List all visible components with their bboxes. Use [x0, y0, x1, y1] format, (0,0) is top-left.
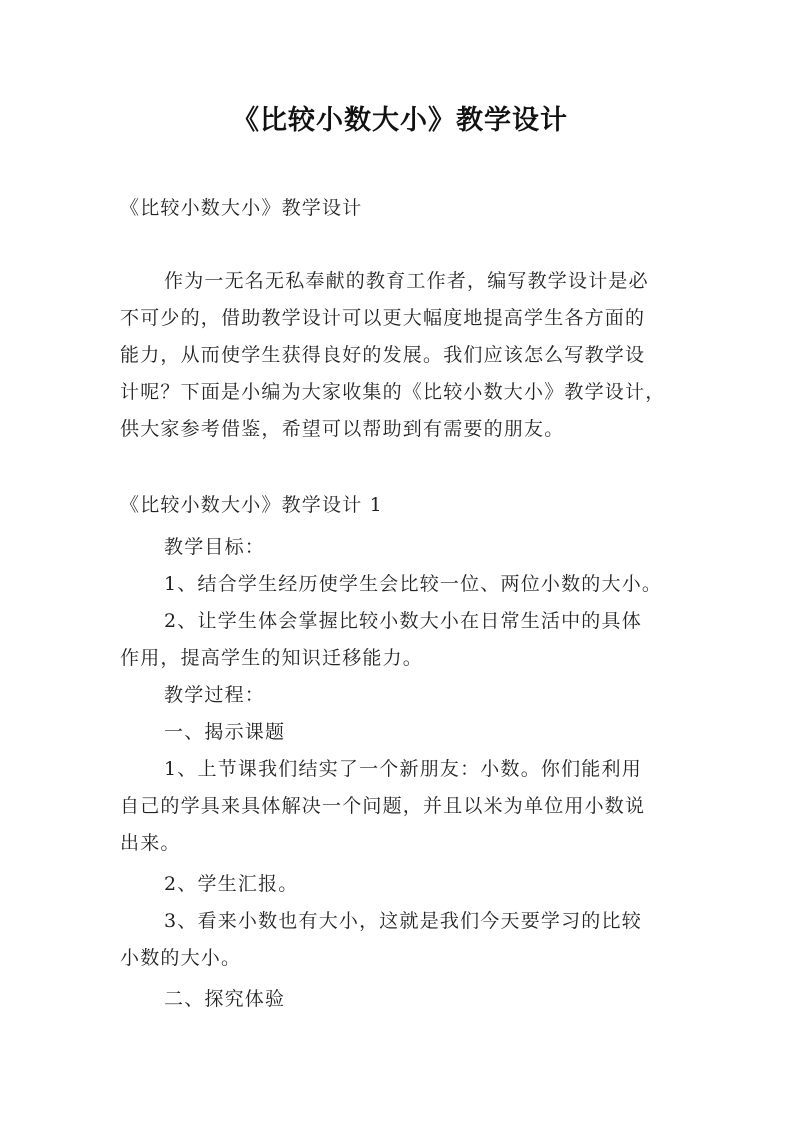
body-line: 二、探究体验 — [164, 988, 286, 1010]
body-line: 出来。 — [120, 832, 181, 854]
body-line: 3、看来小数也有大小，这就是我们今天要学习的比较 — [164, 910, 642, 932]
intro-line: 供大家参考借鉴，希望可以帮助到有需要的朋友。 — [120, 418, 565, 440]
body-line: 2、让学生体会掌握比较小数大小在日常生活中的具体 — [164, 610, 642, 632]
body-line: 小数的大小。 — [120, 947, 242, 969]
body-line: 2、学生汇报。 — [164, 873, 299, 895]
body-line: 作用，提高学生的知识迁移能力。 — [120, 647, 424, 669]
intro-line: 作为一无名无私奉献的教育工作者，编写教学设计是必 — [164, 270, 649, 292]
section-heading: 《比较小数大小》教学设计 1 — [120, 494, 383, 516]
body-line: 教学过程： — [164, 684, 266, 706]
body-line: 自己的学具来具体解决一个问题，并且以米为单位用小数说 — [120, 795, 646, 817]
intro-line: 能力，从而使学生获得良好的发展。我们应该怎么写教学设 — [120, 344, 646, 366]
document-subtitle: 《比较小数大小》教学设计 — [120, 197, 363, 219]
body-line: 教学目标： — [164, 536, 266, 558]
body-line: 1、上节课我们结实了一个新朋友：小数。你们能利用 — [164, 758, 642, 780]
intro-line: 计呢？下面是小编为大家收集的《比较小数大小》教学设计， — [120, 381, 666, 403]
body-line: 1、结合学生经历使学生会比较一位、两位小数的大小。 — [164, 573, 663, 595]
document-title: 《比较小数大小》教学设计 — [232, 105, 568, 136]
intro-line: 不可少的，借助教学设计可以更大幅度地提高学生各方面的 — [120, 307, 646, 329]
body-line: 一、揭示课题 — [164, 721, 286, 743]
